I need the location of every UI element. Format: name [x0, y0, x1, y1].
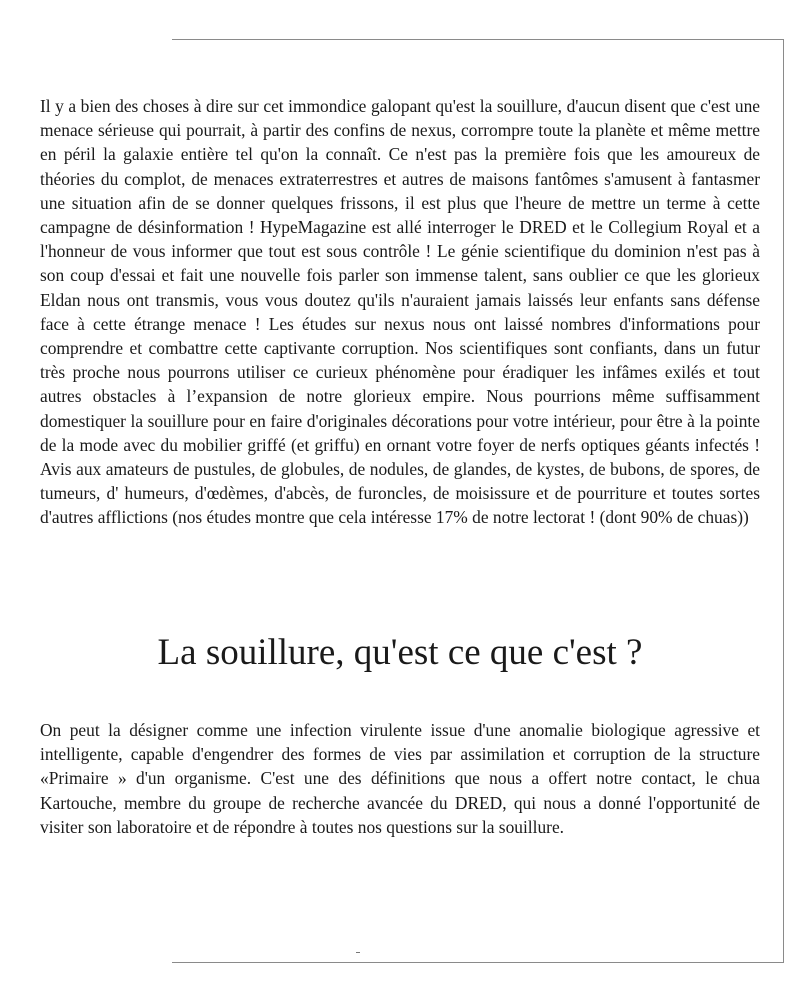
- definition-paragraph: On peut la désigner comme une infection virulente issue d'une anomalie biologique agressive et intelligente, capable d'engendrer des formes de vies par assimilation et corruption de la structure «Primaire » d'un organisme. C'est une des définitions que nous a offert notre contact, le chua Kartouche, membre du groupe de recherche avancée du DRED, qui nous a donné l'opportunité de visiter son laboratoire et de répondre à toutes nos questions sur la souillure.: [40, 720, 760, 837]
- intro-paragraph: Il y a bien des choses à dire sur cet immondice galopant qu'est la souillure, d'aucun disent que c'est une menace sérieuse qui pourrait, à partir des confins de nexus, corrompre toute la planète et même mettre en péril la galaxie entière tel qu'on la connaît. Ce n'est pas la première fois que les amoureux de théories du complot, de menaces extraterrestres et autres de maisons fantômes s'amusent à fantasmer une situation afin de se donner quelques frissons, il est plus que l'heure de mettre un terme à cette campagne de désinformation ! HypeMagazine est allé interroger le DRED et le Collegium Royal et a l'honneur de vous informer que tout est sous contrôle ! Le génie scientifique du dominion n'est pas à son coup d'essai et fait une nouvelle fois parler son immense talent, sans oublier ce que les glorieux Eldan nous ont transmis, vous vous doutez qu'ils n'auraient jamais laissés leur enfants sans défense face à cette étrange menace ! Les études sur nexus nous ont laissé nombres d'informations pour comprendre et combattre cette captivante corruption. Nos scientifiques sont confiants, dans un futur très proche nous pourrons utiliser ce curieux phénomène pour éradiquer les infâmes exilés et tout autres obstacles à l’expansion de notre glorieux empire. Nous pourrions même suffisamment domestiquer la souillure pour en faire d'originales décorations pour votre intérieur, pour être à la pointe de la mode avec du mobilier griffé (et griffu) en ornant votre foyer de nerfs optiques géants infectés ! Avis aux amateurs de pustules, de globules, de nodules, de glandes, de kystes, de bubons, de spores, de tumeurs, d' humeurs, d'œdèmes, d'abcès, de furoncles, de moisissure et de pourriture et toutes sortes d'autres afflictions (nos études montre que cela intéresse 17% de notre lectorat ! (dont 90% de chuas)): [40, 96, 760, 528]
- page-frame-right-border: [783, 39, 784, 963]
- page-frame-top-border: [172, 39, 784, 40]
- page-frame-bottom-border: [172, 962, 784, 963]
- page-footer-mark: [356, 952, 360, 953]
- section-heading: La souillure, qu'est ce que c'est ?: [157, 632, 643, 673]
